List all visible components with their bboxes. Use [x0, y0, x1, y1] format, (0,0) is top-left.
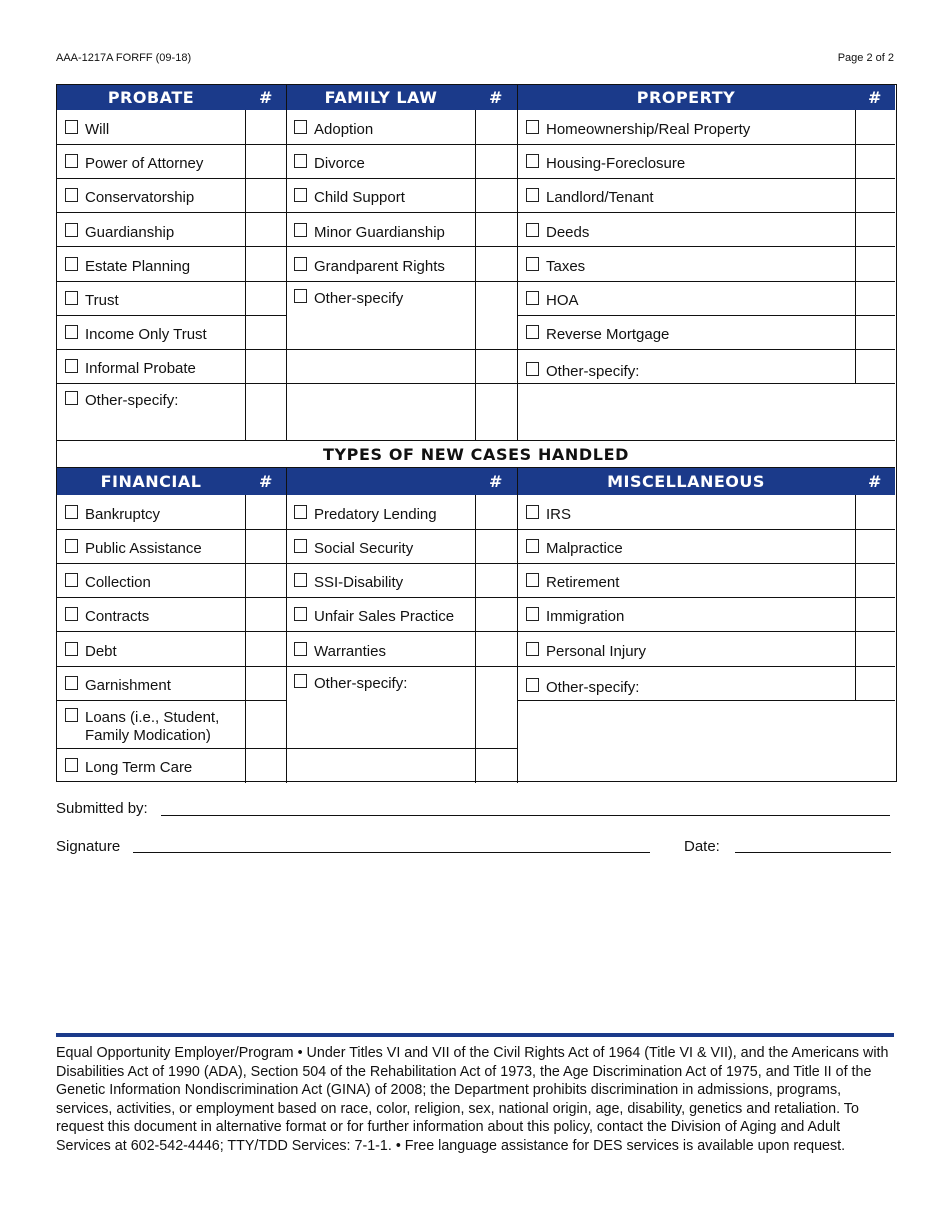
middle-count-header: # — [475, 468, 517, 495]
date-label: Date: — [684, 838, 720, 855]
checkbox[interactable] — [526, 154, 539, 168]
page-number: Page 2 of 2 — [837, 52, 894, 64]
checkbox[interactable] — [65, 120, 78, 134]
signature-label: Signature — [56, 838, 121, 855]
family-law-header: FAMILY LAW — [287, 85, 475, 110]
misc-count-header: # — [855, 468, 895, 495]
checkbox[interactable] — [526, 223, 539, 237]
checkbox[interactable] — [65, 257, 78, 271]
financial-count-header: # — [245, 468, 287, 495]
property-count-header: # — [855, 85, 895, 110]
submitted-by-line[interactable] — [161, 815, 890, 816]
checkbox[interactable] — [294, 257, 307, 271]
checkbox[interactable] — [526, 291, 539, 305]
checkbox[interactable] — [65, 505, 78, 519]
property-header: PROPERTY — [517, 85, 855, 110]
signature-line[interactable] — [133, 852, 650, 853]
footer-divider — [56, 1033, 894, 1037]
checkbox[interactable] — [294, 120, 307, 134]
checkbox[interactable] — [526, 678, 539, 692]
checkbox[interactable] — [65, 325, 78, 339]
checkbox[interactable] — [65, 573, 78, 587]
checkbox[interactable] — [294, 607, 307, 621]
checkbox[interactable] — [526, 642, 539, 656]
financial-header: FINANCIAL — [57, 468, 245, 495]
misc-header: MISCELLANEOUS — [517, 468, 855, 495]
checkbox[interactable] — [65, 223, 78, 237]
footer-notice: Equal Opportunity Employer/Program • Under Titles VI and VII of the Civil Rights Act of 1964 (Title VI & VII), and the Americans with Disabilities Act of 1990 (ADA), Section 504 of the Rehabilitation Act of 1973, the Age Discrimination Act of 1975, and Title II of the Genetic Information Nondiscrimination Act (GINA) of 2008; the Department prohibits discrimination in admissions, programs, services, activities, or employment based on race, color, religion, sex, national origin, age, disability, genetics and retaliation. To request this document in alternative format or for further information about this policy, contact the Division of Aging and Adult Services at 602-542-4446; TTY/TDD Services: 7-1-1. • Free language assistance for DES services is available upon request. — [56, 1045, 889, 1154]
checkbox[interactable] — [294, 188, 307, 202]
checkbox[interactable] — [294, 573, 307, 587]
checkbox[interactable] — [294, 642, 307, 656]
probate-header: PROBATE — [57, 85, 245, 110]
checkbox[interactable] — [526, 257, 539, 271]
checkbox[interactable] — [526, 188, 539, 202]
checkbox[interactable] — [294, 154, 307, 168]
middle-header — [287, 468, 475, 495]
checkbox[interactable] — [294, 539, 307, 553]
checkbox[interactable] — [294, 505, 307, 519]
checkbox[interactable] — [65, 359, 78, 373]
date-line[interactable] — [735, 852, 891, 853]
checkbox[interactable] — [526, 120, 539, 134]
checkbox[interactable] — [526, 325, 539, 339]
checkbox[interactable] — [526, 362, 539, 376]
probate-count-header: # — [245, 85, 287, 110]
checkbox[interactable] — [65, 188, 78, 202]
checkbox[interactable] — [65, 676, 78, 690]
checkbox[interactable] — [65, 758, 78, 772]
family-law-count-header: # — [475, 85, 517, 110]
checkbox[interactable] — [65, 391, 78, 405]
checkbox[interactable] — [65, 291, 78, 305]
checkbox[interactable] — [65, 642, 78, 656]
checkbox[interactable] — [65, 607, 78, 621]
section-title: TYPES OF NEW CASES HANDLED — [322, 444, 629, 464]
checkbox[interactable] — [526, 607, 539, 621]
checkbox[interactable] — [526, 573, 539, 587]
checkbox[interactable] — [65, 708, 78, 722]
checkbox[interactable] — [526, 505, 539, 519]
checkbox[interactable] — [65, 154, 78, 168]
checkbox[interactable] — [526, 539, 539, 553]
checkbox[interactable] — [294, 674, 307, 688]
submitted-by-label: Submitted by: — [56, 800, 148, 817]
checkbox[interactable] — [294, 223, 307, 237]
checkbox[interactable] — [65, 539, 78, 553]
form-id: AAA-1217A FORFF (09-18) — [56, 52, 192, 64]
case-types-table: PROBATE # FAMILY LAW # PROPERTY # TYPES OF NEW CASES HANDLED FINANCIAL # # MISCELLANEOUS # Will Power of Attorney Conservatorship Guardianship Estate Planning Trust Income Only Trust Informal Probate Other-specify: Adoption Divorce Child Support Minor Guardianship Grandparent Rights Other-specify Homeownership/Real Property Housing-Foreclosure Landlord/Tenant Deeds Taxes HOA Reverse Mortgage Other-specify: Bankruptcy Public Assistance Collection Contracts Debt Garnishment Loans (i.e., Student, Family Modication) Long Term Care Predatory Lending Social Security SSI-Disability Unfair Sales Practice Warranties Other-specify: IRS Malpractice Retirement Immigration Personal Injury Other-specify: — [56, 84, 897, 782]
checkbox[interactable] — [294, 289, 307, 303]
